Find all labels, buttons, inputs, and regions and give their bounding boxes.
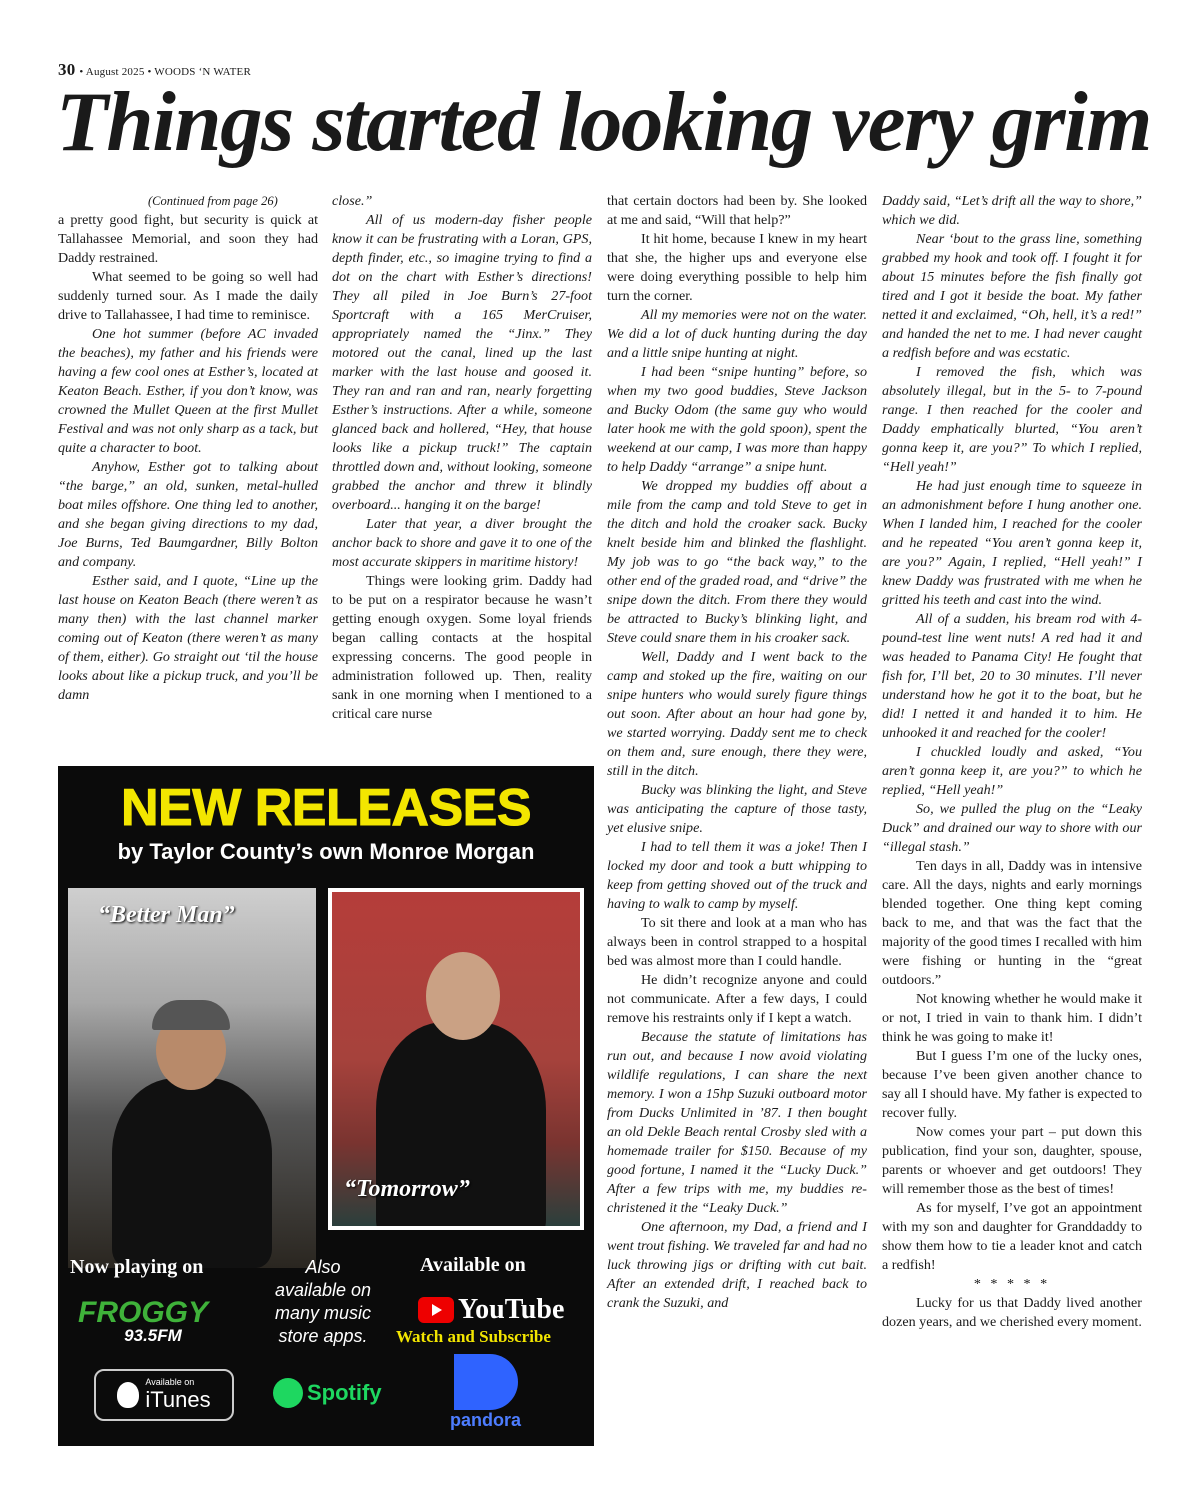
paragraph: All of us modern-day fisher people know it can be frustrating with a Loran, GPS, depth finder, etc., so imagine trying to find a dot on the chart with Esther’s directions! They all piled in Joe Burn’s 27-foot Sportcraft with a 165 MerCruiser, appropriately named the “Jinx.” They motored out the canal, lined up the last marker with the last house and goosed it. They ran and ran and ran, nearly forgetting Esther’s instructions. After a while, someone glanced back and hollered, “Hey, that house looks like a pickup truck!” The captain throttled down and, without looking, someone grabbed the anchor and threw it blindly overboard... hanging it on the barge! [332,212,592,513]
song-title-better-man: “Better Man” [98,902,235,928]
paragraph: What seemed to be going so well had suddenly turned sour. As I made the daily drive to Tallahassee, I had time to reminisce. [58,269,318,323]
froggy-logo [78,1296,228,1356]
itunes-badge[interactable] [94,1369,234,1421]
pandora-label: pandora [450,1410,522,1430]
paragraph: Near ‘bout to the grass line, something grabbed my hook and took off. I fought it for about 15 minutes before the fish finally got tired and I got it beside the boat. My father netted it and exclaimed, “Oh, hell, it’s a red!” and handed the net to me. I had never caught a redfish before and was ecstatic. [882,231,1142,361]
paragraph: Things were looking grim. Daddy had to be put on a respirator because he wasn’t getting enough oxygen. Some loyal friends began calling contacts at the hospital expressing concerns. The good people in administration followed up. Then, reality sank in one morning when I mentioned to a critical care nurse [332,573,592,722]
spotify-logo[interactable] [273,1378,382,1408]
paragraph: Later that year, a diver brought the anchor back to shore and gave it to one of the most accurate skippers in maritime history! [332,516,592,570]
spotify-icon [273,1378,303,1408]
paragraph: close.” [332,193,373,209]
paragraph: It hit home, because I knew in my heart that she, the higher ups and everyone else were doing everything possible to help him turn the corner. [607,231,867,304]
paragraph: Anyhow, Esther got to talking about “the barge,” an old, sunken, metal-hulled boat miles offshore. One thing led to another, and she began giving directions to my dad, Joe Burns, Ted Baumgardner, Billy Bolton and company. [58,459,318,570]
paragraph: He had just enough time to squeeze in an admonishment before I hung another one. When I landed him, I reached for the cooler and he repeated “You aren’t gonna keep it, are you?” Again, I replied, “Hell yeah!” I knew Daddy was frustrated with me when he gritted his teeth and cast into the wind. [882,478,1142,608]
paragraph: Ten days in all, Daddy was in intensive care. All the days, nights and early mornings blended together. One thing kept coming back to me, and that was the fact that the majority of the good times I recalled with him were fishing or hunting in the “great outdoors.” [882,858,1142,988]
article-column-1 [58,192,318,760]
itunes-small-text: Available on [145,1377,195,1387]
paragraph: I had been “snipe hunting” before, so when my two good buddies, Steve Jackson and Bucky Odom (the same guy who would later hook me with the gold spoon), spent the weekend at our camp, I was more than happy to help Daddy “arrange” a snipe hunt. [607,364,867,475]
cap [152,1000,230,1030]
watch-subscribe-text: Watch and Subscribe [396,1327,551,1346]
now-playing-label: Now playing on [70,1256,204,1278]
paragraph: To sit there and look at a man who has always been in control strapped to a hospital bed was almost more than I could handle. [607,915,867,969]
continued-note: (Continued from page 26) [148,194,278,208]
paragraph: One hot summer (before AC invaded the beaches), my father and his friends were having a few cool ones at Esther’s, located at Keaton Beach. Esther, if you don’t know, was crowned the Mullet Queen at the first Mullet Festival and was not only sharp as a tack, but quite a character to boot. [58,326,318,456]
paragraph: One afternoon, my Dad, a friend and I went trout fishing. We traveled far and had no luck throwing jigs or drifting with cut bait. After an extended drift, I reached back to crank the Suzuki, and [607,1219,867,1311]
ad-subtitle: by Taylor County’s own Monroe Morgan [117,839,535,864]
paragraph: All of a sudden, his bream rod with 4-pound-test line went nuts! A red had it and was headed to Panama City! He fought that fish for, I’ll bet, 20 to 30 minutes. I’ll never understand how he got it to the boat, but he did! I netted it and handed it to him. He unhooked it and reached for the cooler! [882,611,1142,741]
paragraph: But I guess I’m one of the lucky ones, because I’ve been given another chance to say all I should have. My father is expected to recover fully. [882,1048,1142,1121]
better-man-photo [68,888,316,1268]
ad-title: NEW RELEASES [120,779,532,837]
paragraph: Daddy said, “Let’s drift all the way to shore,” which we did. [882,193,1142,228]
paragraph: Bucky was blinking the light, and Steve was anticipating the capture of those tasty, yet elusive snipe. [607,782,867,836]
paragraph: I chuckled loudly and asked, “You aren’t gonna keep it, are you?” to which he replied, “Hell yeah!” [882,744,1142,798]
tomorrow-photo [328,888,584,1230]
paragraph: Esther said, and I quote, “Line up the last house on Keaton Beach (there weren’t as many then) with the last channel marker coming out of Keaton (there weren’t as many of them, either). Go straight out ‘til the house looks about like a pickup truck, and you’ll be damn [58,573,318,703]
artist-figure [112,1078,272,1268]
music-advertisement [58,766,594,1446]
paragraph: Well, Daddy and I went back to the camp and stoked up the fire, waiting on our snipe hunters who would surely figure things out soon. After about an hour had gone by, we started worrying. Daddy sent me to check on them and, sure enough, there they were, still in the ditch. [607,649,867,779]
paragraph: As for myself, I’ve got an appointment with my son and daughter for Granddaddy to show them how to tie a leader knot and catch a redfish! [882,1200,1142,1273]
paragraph: a pretty good fight, but security is quick at Tallahassee Memorial, and soon they had Daddy restrained. [58,212,318,266]
headline: Things started looking very grim [56,75,1151,169]
froggy-name: FROGGY [78,1296,209,1329]
paragraph: Now comes your part – put down this publication, find your son, daughter, spouse, parents or whoever and get outdoors! They will remember those as the best of times! [882,1124,1142,1197]
page-number: 30 [58,60,76,79]
paragraph: We dropped my buddies off about a mile from the camp and told Steve to get in the ditch and hold the croaker sack. Bucky knelt beside him and blinked the flashlight. My job was to go “the back way,” to the other end of the graded road, and “drive” the snipe down the ditch. From there they would be attracted to Bucky’s blinking light, and Steve could snare them in his croaker sack. [607,478,867,646]
paragraph: I had to tell them it was a joke! Then I locked my door and took a butt whipping to keep from getting shoved out of the truck and having to walk to camp by myself. [607,839,867,912]
also-available-text: Also available on many music store apps. [274,1257,372,1346]
paragraph: Not knowing whether he would make it or not, I tried in vain to thank him. I didn’t think he was going to make it! [882,991,1142,1045]
paragraph: He didn’t recognize anyone and could not communicate. After a few days, I could remove his restraints only if I kept a watch. [607,972,867,1026]
apple-icon [117,1382,139,1408]
itunes-label: iTunes [145,1387,211,1412]
paragraph: Because the statute of limitations has run out, and because I now avoid violating wildlife regulations, I can share the next memory. I won a 15hp Suzuki outboard motor from Ducks Unlimited in ’87. I then bought an old Dekle Beach rental Crosby sled with a homemade trailer for $150. Because of my good fortune, I named it the “Lucky Duck.” After a few trips with me, my buddies re-christened it the “Leaky Duck.” [607,1029,867,1216]
paragraph: I removed the fish, which was absolutely illegal, but in the 5- to 7-pound range. I then reached for the cooler and Daddy emphatically blurted, “You aren’t gonna keep it, are you?” To which I replied, “Hell yeah!” [882,364,1142,475]
youtube-logo[interactable] [418,1294,564,1326]
pandora-icon [454,1354,518,1410]
section-break: * * * * * [973,1276,1051,1292]
youtube-play-icon [418,1297,454,1323]
spotify-label: Spotify [307,1380,382,1405]
youtube-label: YouTube [458,1294,565,1325]
paragraph: Lucky for us that Daddy lived another dozen years, and we cherished every moment. [882,1295,1142,1330]
paragraph: So, we pulled the plug on the “Leaky Duck” and drained our way to shore with our “illegal stash.” [882,801,1142,855]
article-column-4 [882,192,1142,1482]
folio-meta: • August 2025 • WOODS ‘N WATER [79,66,251,78]
song-title-tomorrow: “Tomorrow” [344,1176,470,1202]
article-column-3 [607,192,867,1482]
paragraph: All my memories were not on the water. We did a lot of duck hunting during the day and a little snipe hunting at night. [607,307,867,361]
pandora-logo[interactable] [450,1354,521,1431]
article-column-2 [332,192,592,760]
artist-head [426,952,500,1040]
froggy-frequency: 93.5FM [124,1326,182,1345]
available-on-label: Available on [420,1254,526,1276]
paragraph: that certain doctors had been by. She looked at me and said, “Will that help?” [607,193,867,228]
